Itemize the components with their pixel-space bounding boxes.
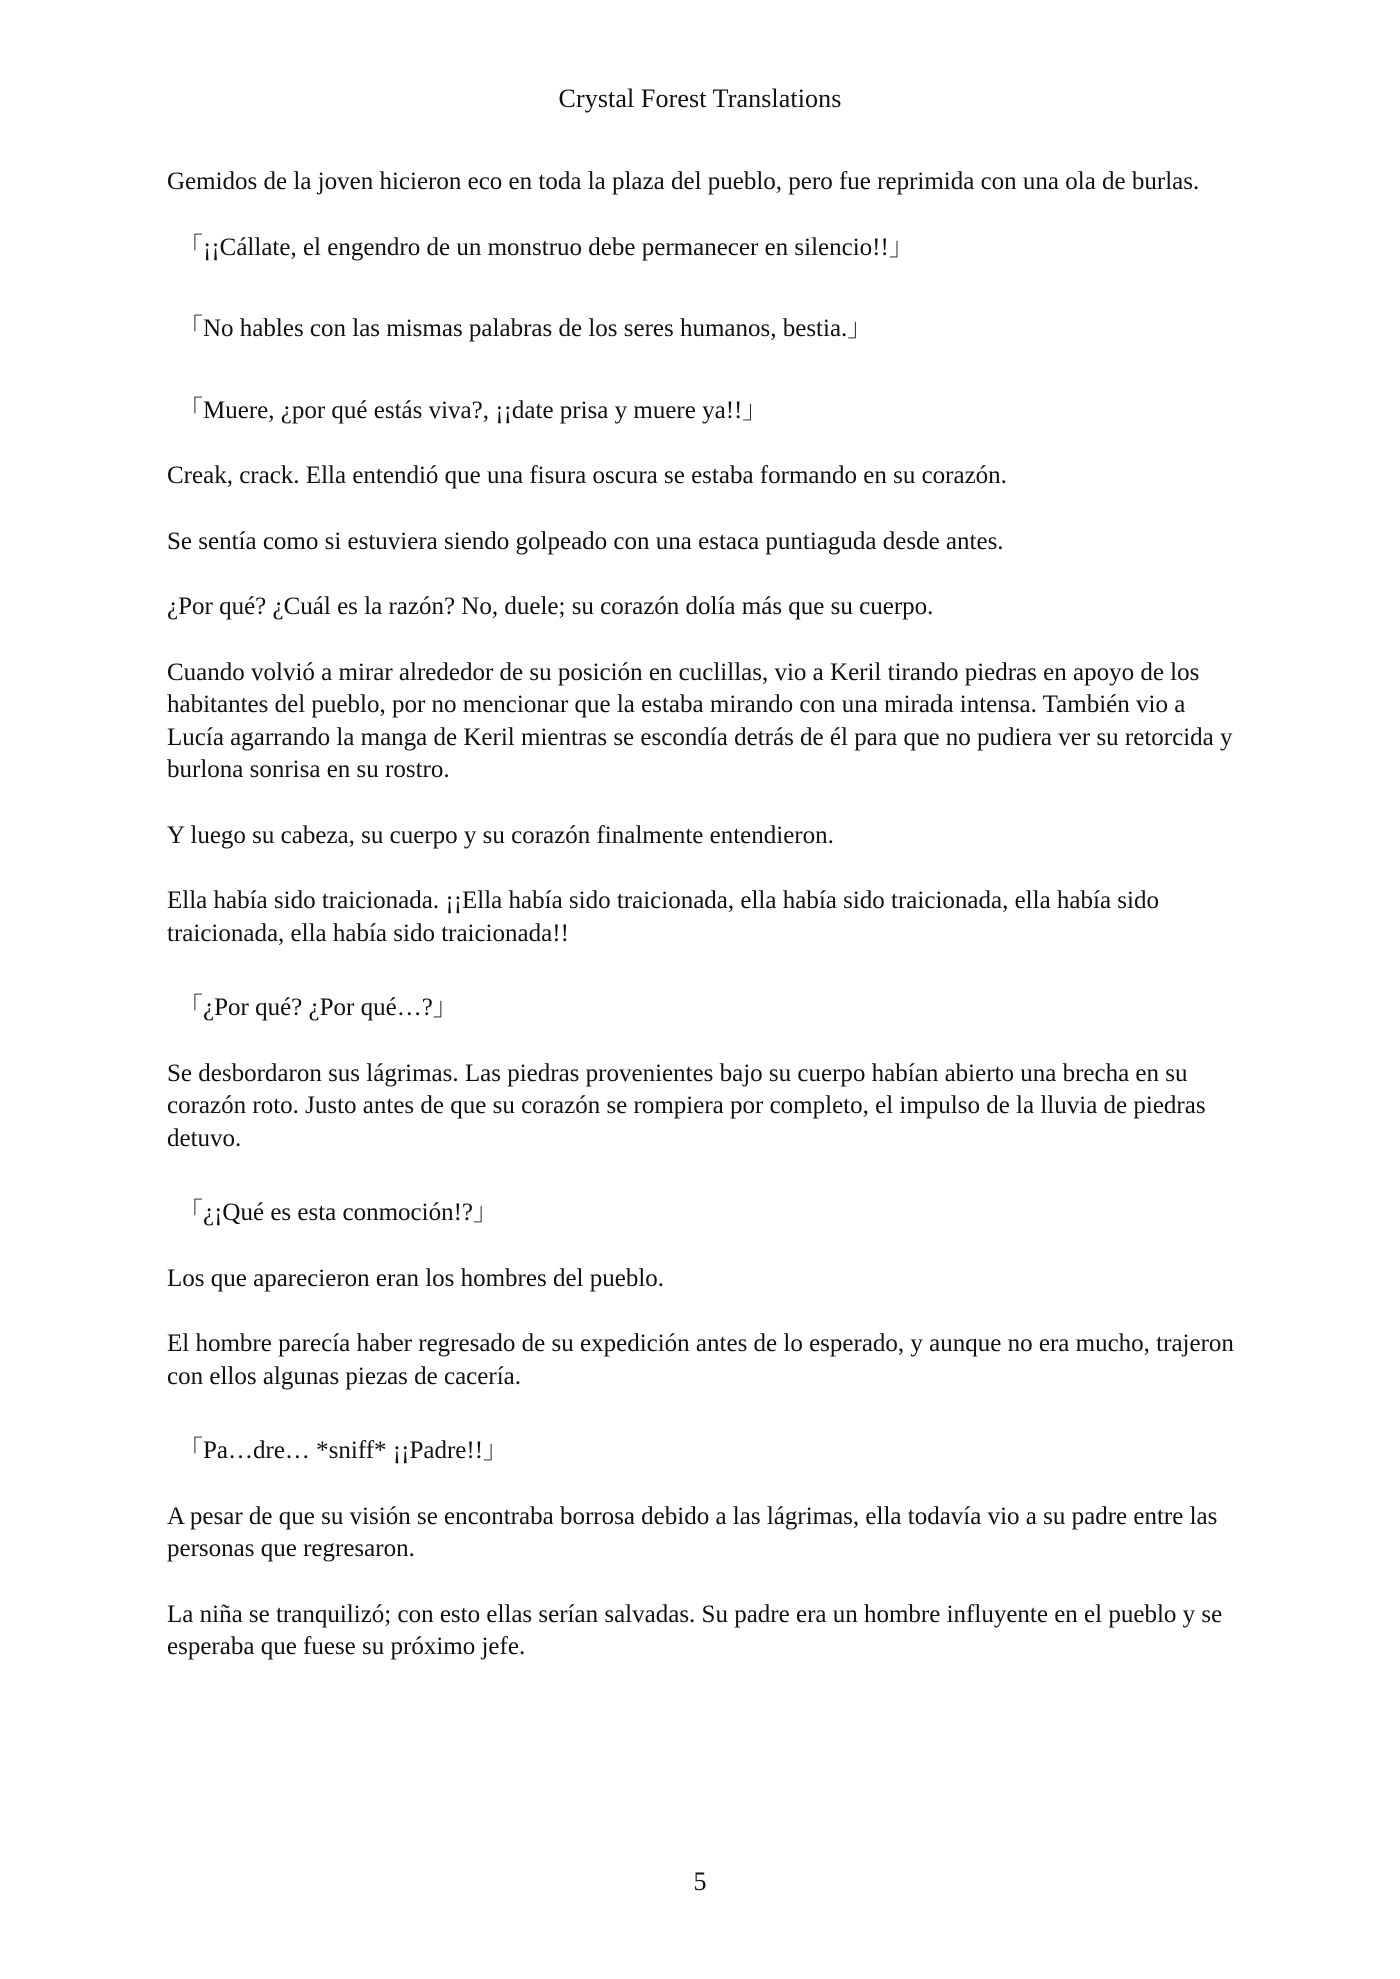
narration-paragraph: Ella había sido traicionada. ¡¡Ella había sido traicionada, ella había sido traicionada, ella había sido traicionada, ella había sido traicionada!! xyxy=(167,887,1159,947)
narration-paragraph: La niña se tranquilizó; con esto ellas serían salvadas. Su padre era un hombre influyente en el pueblo y se esperaba que fuese su próximo jefe. xyxy=(167,1600,1223,1660)
body-text xyxy=(167,166,1237,1697)
narration-paragraph: Cuando volvió a mirar alrededor de su posición en cuclillas, vio a Keril tirando piedras en apoyo de los habitantes del pueblo, por no mencionar que la estaba mirando con una mirada intensa. También vio a Lucía agarrando la manga de Keril mientras se escondía detrás de él para que no pudiera ver su retorcida y burlona sonrisa en su rostro. xyxy=(167,658,1233,783)
dialogue-line: 「No hables con las mismas palabras de los seres humanos, bestia.」 xyxy=(178,315,873,342)
narration-paragraph: Se desbordaron sus lágrimas. Las piedras provenientes bajo su cuerpo habían abierto una brecha en su corazón roto. Justo antes de que su corazón se rompiera por completo, el impulso de la lluvia de piedras detuvo. xyxy=(167,1059,1206,1152)
dialogue-line: 「Muere, ¿por qué estás viva?, ¡¡date prisa y muere ya!!」 xyxy=(178,396,768,424)
narration-paragraph: El hombre parecía haber regresado de su expedición antes de lo esperado, y aunque no era mucho, trajeron con ellos algunas piezas de cacería. xyxy=(167,1330,1234,1390)
narration-paragraph: Y luego su cabeza, su cuerpo y su corazón finalmente entendieron. xyxy=(167,821,834,849)
page-header: Crystal Forest Translations xyxy=(558,84,842,113)
dialogue-line: 「¡¡Cállate, el engendro de un monstruo debe permanecer en silencio!!」 xyxy=(178,233,914,261)
narration-paragraph: A pesar de que su visión se encontraba borrosa debido a las lágrimas, ella todavía vio a su padre entre las personas que regresaron. xyxy=(167,1502,1218,1562)
dialogue-line: 「¿Por qué? ¿Por qué…?」 xyxy=(178,994,458,1021)
narration-paragraph: Creak, crack. Ella entendió que una fisura oscura se estaba formando en su corazón. xyxy=(167,462,1007,489)
dialogue-line: 「Pa…dre… *sniff* ¡¡Padre!!」 xyxy=(178,1437,509,1464)
narration-paragraph: Gemidos de la joven hicieron eco en toda la plaza del pueblo, pero fue reprimida con una ola de burlas. xyxy=(167,168,1200,195)
page-number: 5 xyxy=(693,1867,707,1896)
dialogue-line: 「¿¡Qué es esta conmoción!?」 xyxy=(178,1199,499,1226)
narration-paragraph: ¿Por qué? ¿Cuál es la razón? No, duele; su corazón dolía más que su cuerpo. xyxy=(167,593,934,620)
narration-paragraph: Los que aparecieron eran los hombres del pueblo. xyxy=(167,1264,665,1292)
narration-paragraph: Se sentía como si estuviera siendo golpeado con una estaca puntiaguda desde antes. xyxy=(167,527,1004,555)
